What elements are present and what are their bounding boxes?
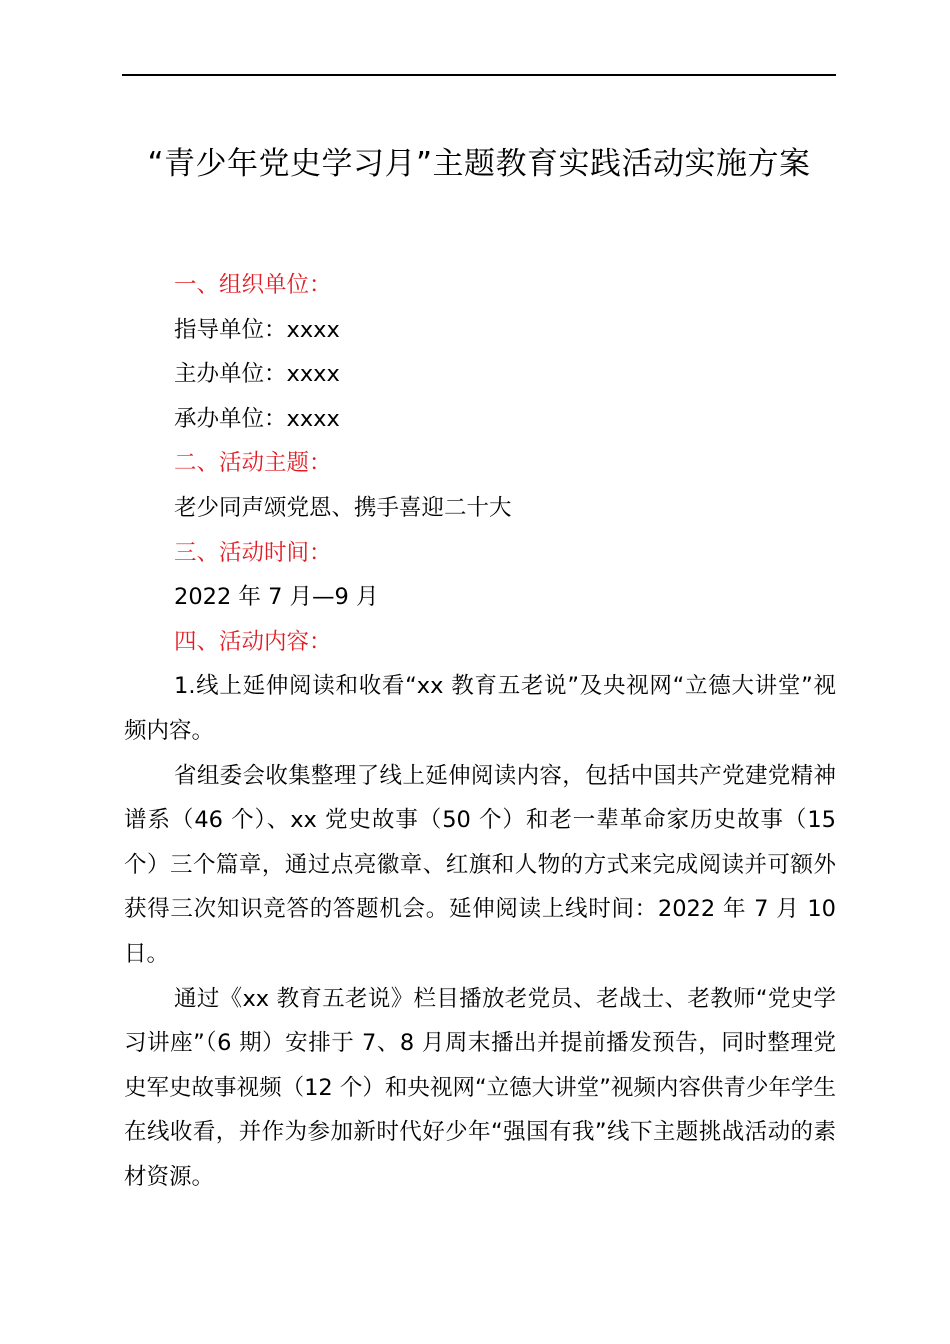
section-heading-theme: 二、活动主题： bbox=[174, 450, 332, 477]
section-heading-time: 三、活动时间： bbox=[174, 539, 332, 566]
organizer-unit-line: 承办单位：xxxx bbox=[174, 405, 340, 432]
section-heading-content: 四、活动内容： bbox=[174, 628, 332, 655]
content-paragraph: 省组委会收集整理了线上延伸阅读内容，包括中国共产党建党精神谱系（46 个）、xx 党史故事（50 个）和老一辈革命家历史故事（15 个）三个篇章，通过点亮徽章、红旗和人物的方式来完成阅读并可额外获得三次知识竞答的答题机会。延伸阅读上线时间：2022 年 7 月 10 日。 bbox=[124, 762, 836, 967]
document-body bbox=[124, 263, 836, 1199]
content-paragraph: 通过《xx 教育五老说》栏目播放老党员、老战士、老教师“党史学习讲座”（6 期）安排于 7、8 月周末播出并提前播发预告，同时整理党史军史故事视频（12 个）和央视网“立德大讲堂”视频内容供青少年学生在线收看，并作为参加新时代好少年“强国有我”线下主题挑战活动的素材资源。 bbox=[124, 985, 836, 1190]
guiding-unit-line: 指导单位：xxxx bbox=[174, 316, 340, 343]
document-title: “青少年党史学习月”主题教育实践活动实施方案 bbox=[147, 146, 811, 182]
section-heading-organizers: 一、组织单位： bbox=[174, 272, 332, 298]
header-rule bbox=[122, 74, 836, 76]
host-unit-line: 主办单位：xxxx bbox=[174, 361, 340, 388]
theme-text: 老少同声颂党恩、携手喜迎二十大 bbox=[174, 494, 512, 521]
content-paragraph: 1.线上延伸阅读和收看“xx 教育五老说”及央视网“立德大讲堂”视频内容。 bbox=[124, 673, 836, 744]
time-text: 2022 年 7 月—9 月 bbox=[174, 584, 379, 611]
